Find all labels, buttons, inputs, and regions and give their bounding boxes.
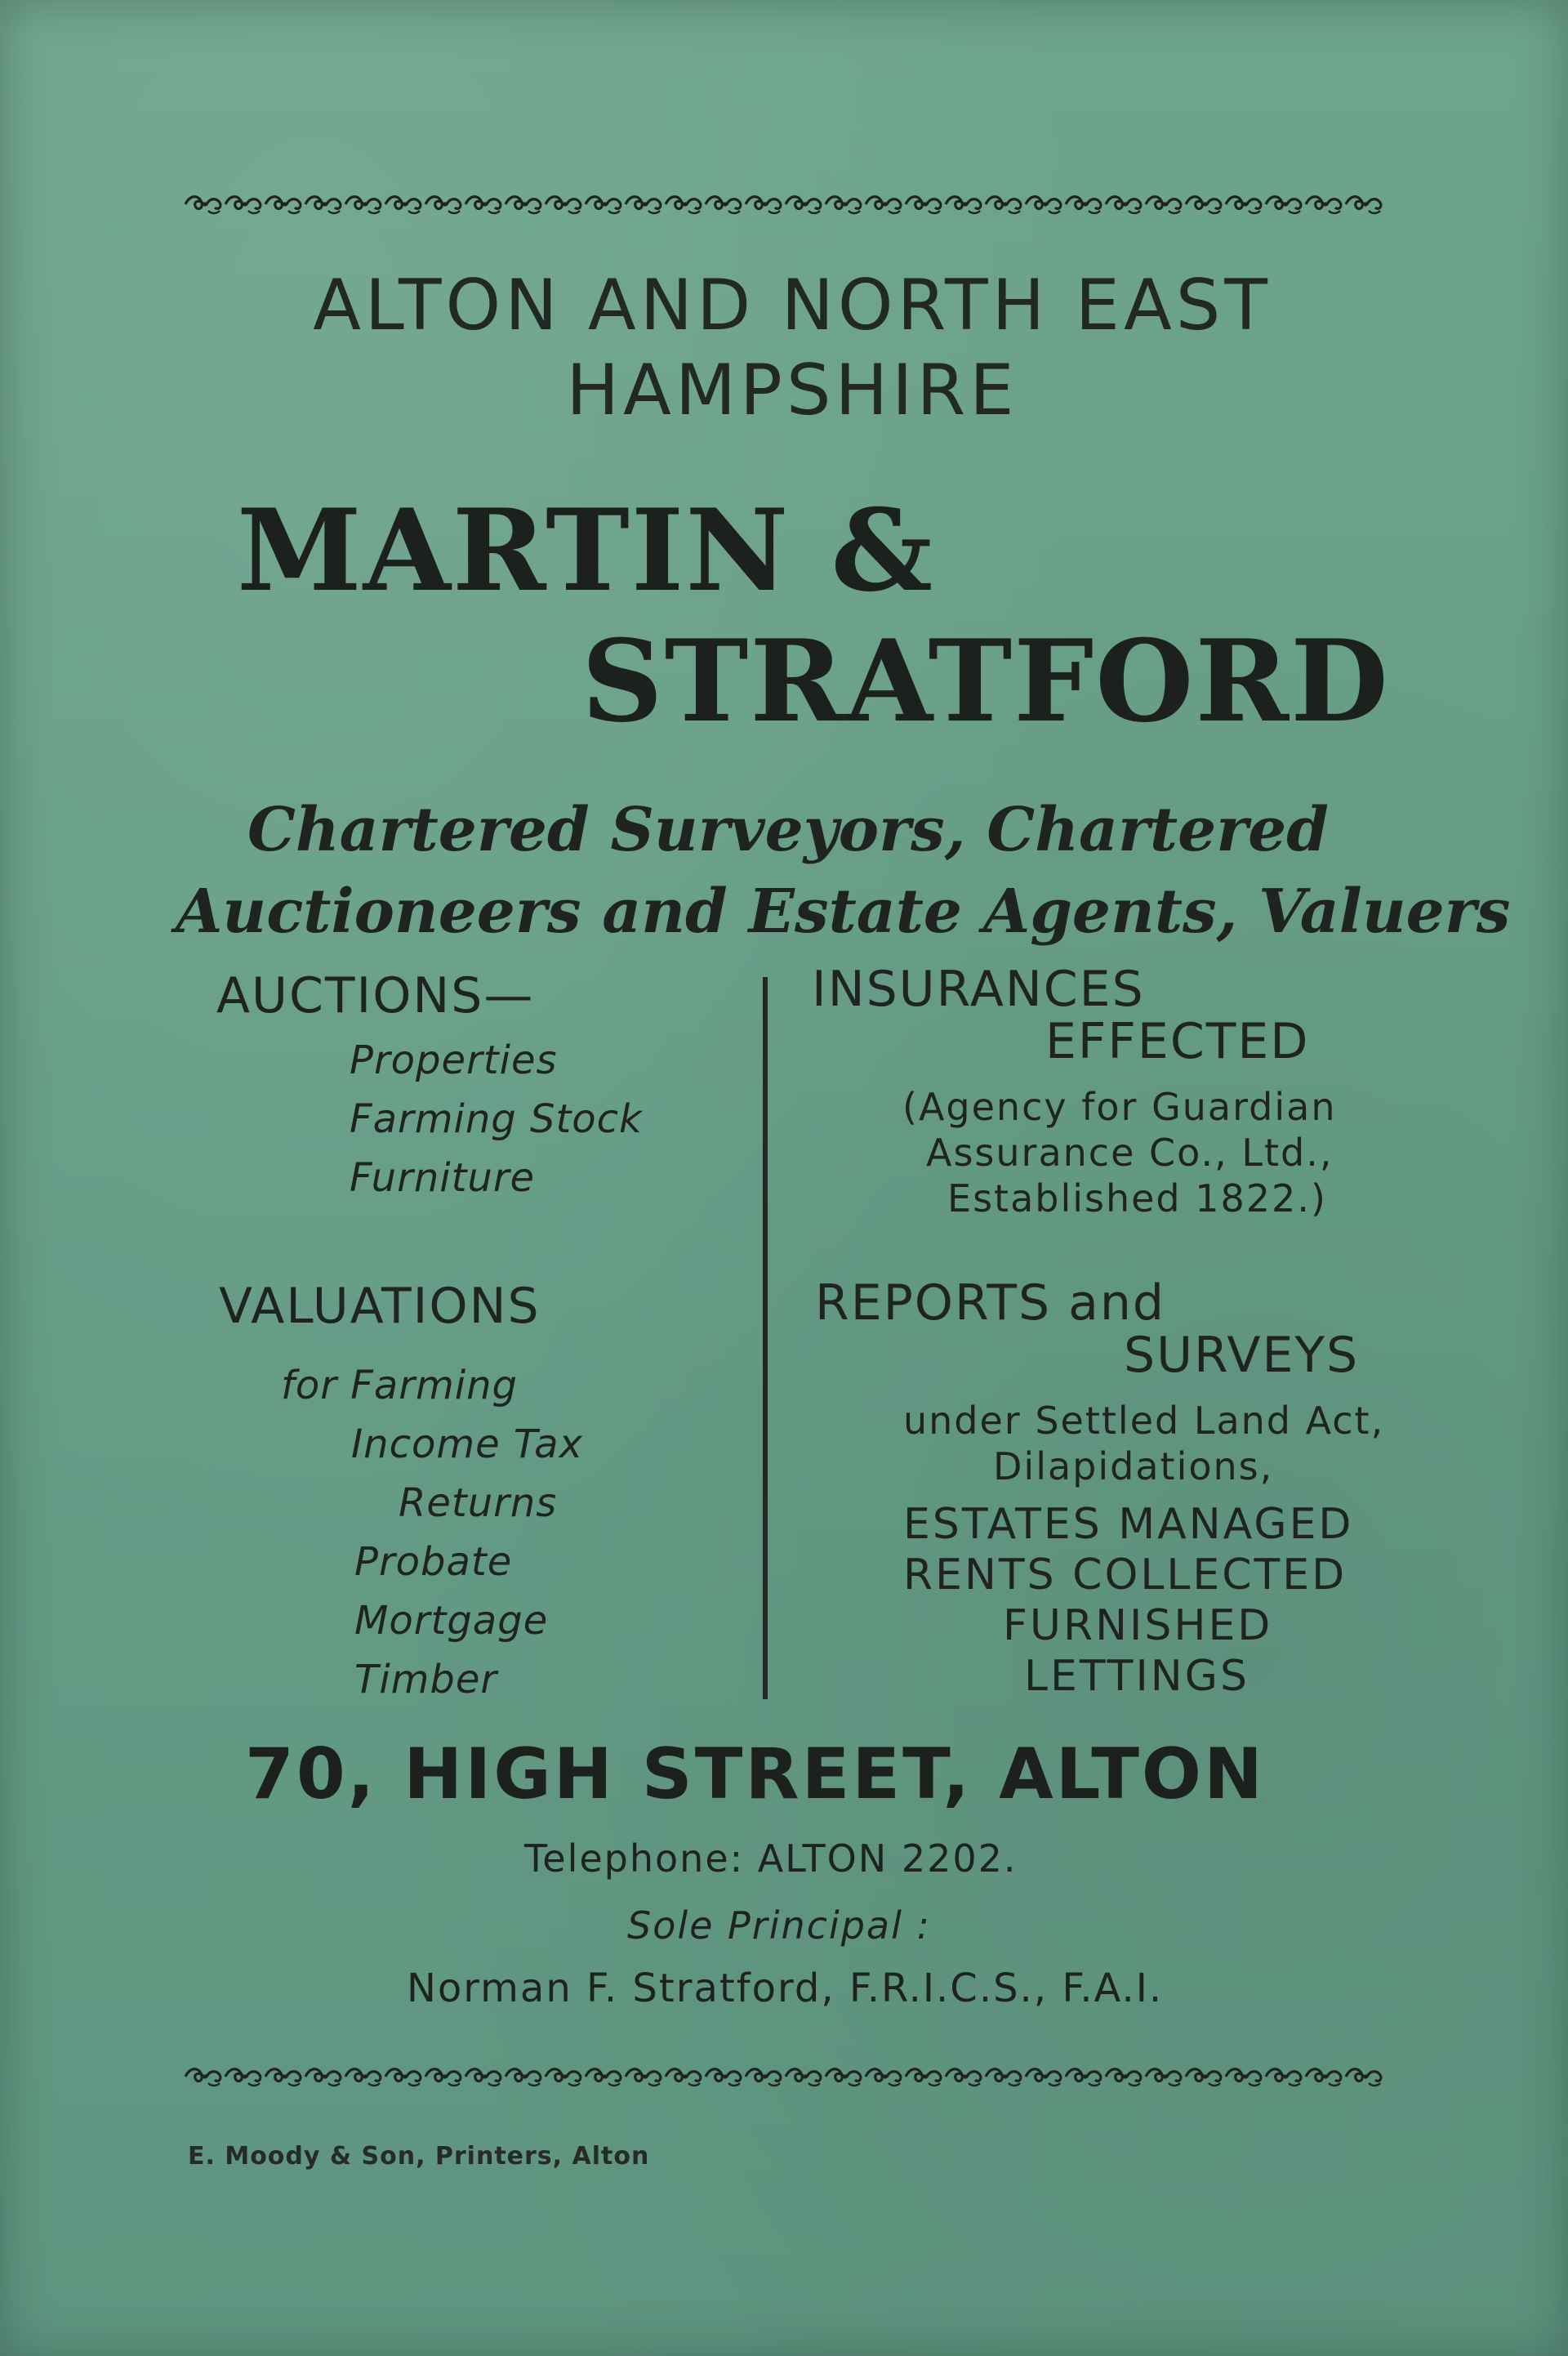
- region-heading: [163, 263, 1421, 433]
- printer-imprint: E. Moody & Son, Printers, Alton: [188, 2142, 650, 2171]
- reports-heading-line-1: REPORTS and: [815, 1274, 1166, 1332]
- auctions-item-furniture: Furniture: [350, 1155, 536, 1201]
- valuations-item-for-farming: for Farming: [281, 1363, 518, 1408]
- valuations-item-timber: Timber: [354, 1657, 498, 1702]
- sole-principal-name: Norman F. Stratford, F.R.I.C.S., F.A.I.: [407, 1966, 1164, 2011]
- service-lettings: LETTINGS: [1024, 1652, 1250, 1701]
- telephone-number: Telephone: ALTON 2202.: [524, 1836, 1018, 1881]
- service-rents-collected: RENTS COLLECTED: [903, 1551, 1348, 1600]
- reports-heading-line-2: SURVEYS: [1124, 1327, 1360, 1384]
- sole-principal-label: Sole Principal :: [627, 1903, 931, 1948]
- firm-name-line-2: STRATFORD: [581, 614, 1390, 747]
- valuations-item-mortgage: Mortgage: [354, 1598, 549, 1644]
- office-address: 70, HIGH STREET, ALTON: [245, 1734, 1265, 1815]
- reports-detail-line-2: Dilapidations,: [993, 1444, 1274, 1488]
- valuations-heading: VALUATIONS: [219, 1278, 541, 1335]
- bottom-ornament-border: [184, 2065, 1384, 2088]
- reports-detail-line-1: under Settled Land Act,: [903, 1399, 1385, 1443]
- valuations-item-probate: Probate: [354, 1539, 513, 1585]
- service-furnished: FURNISHED: [1003, 1601, 1273, 1650]
- region-heading-line-1: ALTON AND NORTH EAST: [313, 265, 1272, 346]
- top-ornament-border: [184, 193, 1384, 216]
- column-divider: [763, 977, 768, 1699]
- auctions-item-farming-stock: Farming Stock: [350, 1096, 643, 1142]
- valuations-item-income-tax: Income Tax: [351, 1421, 583, 1467]
- insurances-detail-line-2: Assurance Co., Ltd.,: [926, 1131, 1334, 1175]
- insurances-heading-line-1: INSURANCES: [812, 961, 1145, 1018]
- professions-tagline: [176, 789, 1511, 953]
- auctions-heading: AUCTIONS—: [216, 967, 535, 1024]
- tagline-line-1: Chartered Surveyors, Chartered: [247, 795, 1329, 865]
- auctions-item-properties: Properties: [350, 1037, 558, 1083]
- firm-name-line-1: MARTIN &: [237, 484, 935, 617]
- service-estates-managed: ESTATES MANAGED: [903, 1500, 1354, 1549]
- insurances-detail-line-1: (Agency for Guardian: [902, 1085, 1337, 1129]
- region-heading-line-2: HAMPSHIRE: [566, 350, 1018, 431]
- valuations-item-returns: Returns: [399, 1480, 558, 1526]
- insurances-detail-line-3: Established 1822.): [947, 1176, 1327, 1220]
- insurances-heading-line-2: EFFECTED: [1045, 1013, 1310, 1070]
- tagline-line-2: Auctioneers and Estate Agents, Valuers: [176, 877, 1511, 947]
